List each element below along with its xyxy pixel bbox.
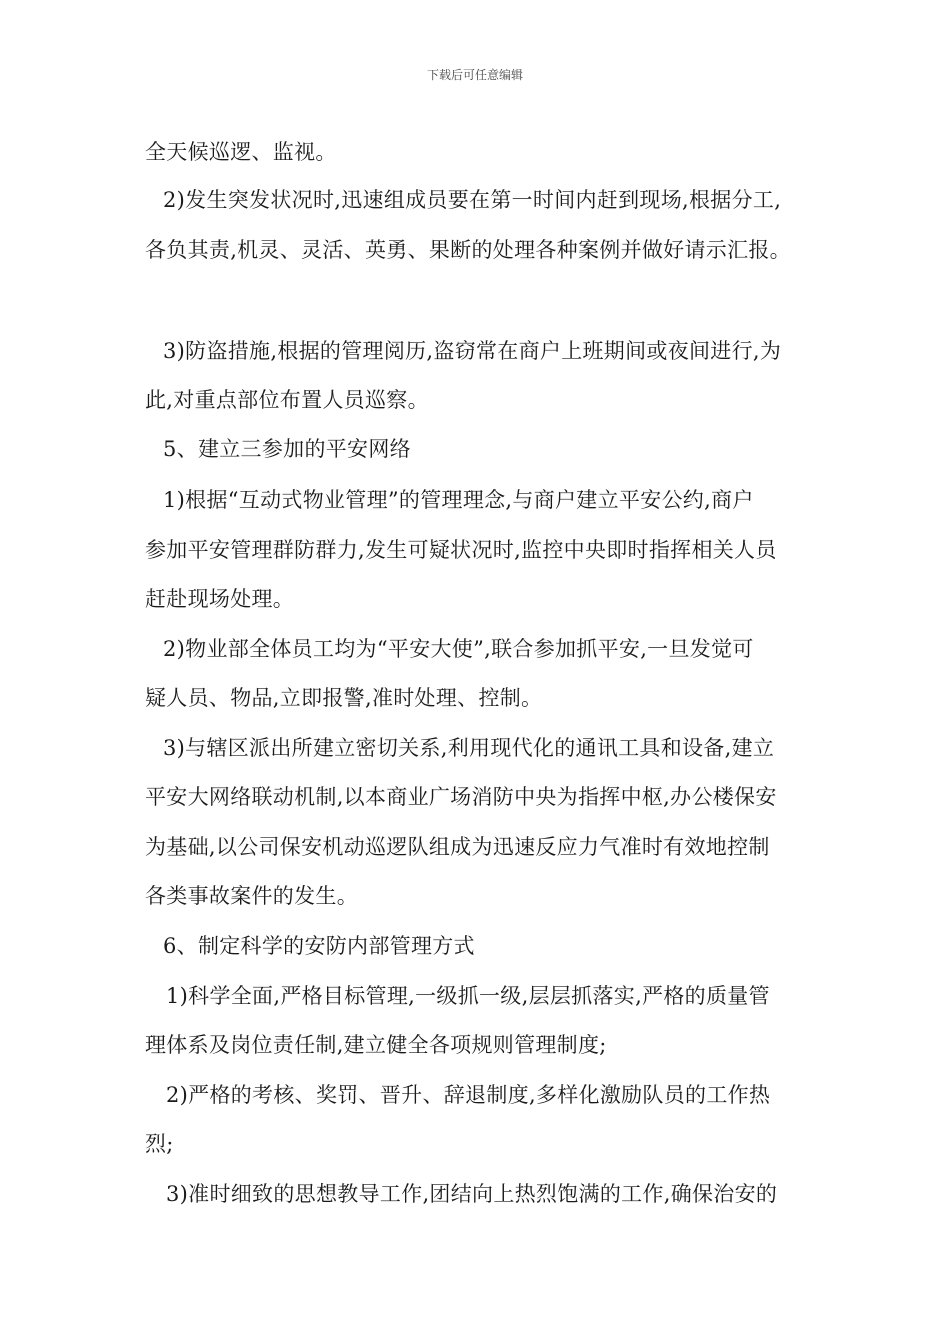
text-line: 2)物业部全体员工均为“平安大使”,联合参加抓平安,一旦发觉可 <box>163 637 754 661</box>
text-line: 此,对重点部位布置人员巡察。 <box>145 388 429 412</box>
text-line: 疑人员、物品,立即报警,准时处理、控制。 <box>145 686 543 710</box>
text-line: 各负其责,机灵、灵活、英勇、果断的处理各种案例并做好请示汇报。 <box>145 238 791 262</box>
text-line: 参加平安管理群防群力,发生可疑状况时,监控中央即时指挥相关人员 <box>145 538 777 562</box>
text-line: 3)准时细致的思想教导工作,团结向上热烈饱满的工作,确保治安的 <box>166 1182 778 1206</box>
text-line: 1)科学全面,严格目标管理,一级抓一级,层层抓落实,严格的质量管 <box>166 984 770 1008</box>
text-line: 平安大网络联动机制,以本商业广场消防中央为指挥中枢,办公楼保安 <box>145 785 777 809</box>
text-line: 2)发生突发状况时,迅速组成员要在第一时间内赶到现场,根据分工, <box>163 188 782 212</box>
text-line: 全天候巡逻、监视。 <box>145 140 337 164</box>
text-line: 理体系及岗位责任制,建立健全各项规则管理制度; <box>145 1033 607 1057</box>
section-heading: 5、建立三参加的平安网络 <box>163 437 411 461</box>
text-line: 各类事故案件的发生。 <box>145 884 358 908</box>
section-heading: 6、制定科学的安防内部管理方式 <box>163 934 475 958</box>
text-line: 赶赴现场处理。 <box>145 587 295 611</box>
text-line: 1)根据“互动式物业管理”的管理理念,与商户建立平安公约,商户 <box>163 488 754 512</box>
text-line: 3)防盗措施,根据的管理阅历,盗窃常在商户上班期间或夜间进行,为 <box>163 339 782 363</box>
text-line: 为基础,以公司保安机动巡逻队组成为迅速反应力气准时有效地控制 <box>145 835 770 859</box>
text-line: 2)严格的考核、奖罚、晋升、辞退制度,多样化激励队员的工作热 <box>166 1083 771 1107</box>
page-header: 下载后可任意编辑 <box>426 68 523 82</box>
text-line: 烈; <box>145 1132 174 1156</box>
text-line: 3)与辖区派出所建立密切关系,利用现代化的通讯工具和设备,建立 <box>163 736 775 760</box>
